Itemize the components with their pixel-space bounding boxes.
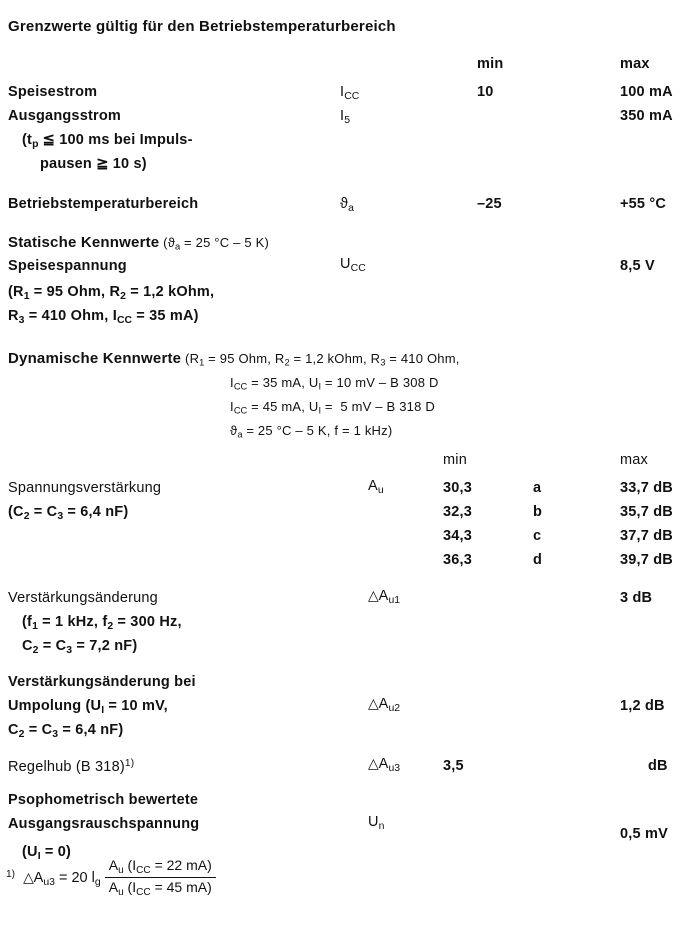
symbol-control-range: $\triangle A_{u3}$ [368,756,401,774]
value-min-operating-temperature: –25 [477,196,502,212]
symbol-operating-temperature: $ϑ_a$ [340,196,354,214]
note-dynamic-conditions-2: $I_{CC} = 35$ mA, $U_I = 10$ mV – B 308 D [230,375,439,392]
footnote-formula-lhs: $\triangle A_{u3} = 20$ $l_g$ [23,870,101,889]
symbol-noise-voltage: $U_n$ [368,814,385,832]
value-min-gain-c: 34,3 [443,528,473,544]
value-max-output-current: 350 mA [620,108,673,124]
footnote-numerator: $A_u$ ($I_{CC} = 22$ mA) [105,857,216,878]
value-max-gain-c: 37,7 dB [620,528,673,544]
grade-a: a [533,480,542,496]
footnote-mark: 1) [6,869,16,881]
value-max-noise-voltage: 0,5 mV [620,826,668,842]
symbol-gain-variation: $\triangle A_{u1}$ [368,588,401,606]
symbol-voltage-gain: $A_u$ [368,478,384,496]
value-max-control-range: dB [648,758,668,774]
row-label-supply-current: Speisestrom [8,84,98,100]
value-max-supply-voltage: 8,5 V [620,258,655,274]
note-dynamic-conditions-3: $I_{CC} = 45$ mA, $U_I = 5$ mV – B 318 D [230,399,435,416]
column-header-min-dynamic: min [443,452,467,468]
value-min-gain-d: 36,3 [443,552,473,568]
row-label-gain-variation-polarity-1: Verstärkungsänderung bei [8,674,196,690]
note-static-conditions-2: $R_3 = 410$ Ohm, $I_{CC} = 35$ mA) [8,308,199,326]
footnote-control-range [6,858,216,899]
column-header-max-dynamic: max [620,452,648,468]
footnote-fraction [105,857,216,898]
note-static-conditions-1: ($R_1 = 95$ Ohm, $R_2 = 1,2$ kOhm, [8,284,215,302]
row-label-operating-temperature: Betriebstemperaturbereich [8,196,199,212]
value-max-gain-a: 33,7 dB [620,480,673,496]
note-gain-capacitors: ($C_2 = C_3 = 6,4$ nF) [8,504,129,522]
symbol-gain-variation-polarity: $\triangle A_{u2}$ [368,696,401,714]
note-pulse-duration: ($t_p$ ≦ 100 ms bei Impuls- [22,132,193,150]
value-min-gain-b: 32,3 [443,504,473,520]
value-max-supply-current: 100 mA [620,84,673,100]
section-title-dynamic: Dynamische Kennwerte ($R_1 = 95$ Ohm, $R_2 = 1,2$ kOhm, $R_3 = 410$ Ohm, [8,350,460,368]
row-label-gain-variation-polarity-2: Umpolung ($U_I = 10$ mV, [8,698,168,716]
row-label-gain-variation: Verstärkungsänderung [8,590,158,606]
row-label-output-current: Ausgangsstrom [8,108,121,124]
note-noise-condition: $(U_I = 0)$ [22,844,72,862]
row-label-noise-2: Ausgangsrauschspannung [8,816,200,832]
value-max-gain-d: 39,7 dB [620,552,673,568]
row-label-supply-voltage: Speisespannung [8,258,127,274]
column-header-min: min [477,56,504,72]
note-gain-variation-freq: ($f_1 = 1$ kHz, $f_2 = 300$ Hz, [22,614,182,632]
section-title-limits: Grenzwerte gültig für den Betriebstemperaturbereich [8,18,396,35]
grade-b: b [533,504,543,520]
symbol-supply-voltage: $U_{CC}$ [340,256,366,274]
note-pulse-pause: pausen ≧ 10 s) [40,156,147,172]
symbol-output-current: $I_5$ [340,108,351,126]
footnote-denominator: $A_u$ ($I_{CC} = 45$ mA) [108,878,212,898]
note-dynamic-conditions-4: $ϑ_a = 25$ °C – 5 K, f = 1 kHz) [230,423,393,440]
value-min-control-range: 3,5 [443,758,464,774]
column-header-max: max [620,56,650,72]
note-polarity-caps: $C_2 = C_3 = 6,4$ nF) [8,722,124,740]
note-gain-variation-caps: $C_2 = C_3 = 7,2$ nF) [22,638,138,656]
symbol-supply-current: $I_{CC}$ [340,84,360,102]
value-min-gain-a: 30,3 [443,480,473,496]
grade-d: d [533,552,543,568]
grade-c: c [533,528,542,544]
row-label-voltage-gain: Spannungsverstärkung [8,480,162,496]
row-label-control-range: Regelhub (B 318)$^{1)}$ [8,758,135,776]
row-label-noise-1: Psophometrisch bewertete [8,792,199,808]
value-max-gain-b: 35,7 dB [620,504,673,520]
section-title-static: Statische Kennwerte ($ϑ_a = 25$ °C – 5 K) [8,234,269,252]
value-max-gain-variation: 3 dB [620,590,653,606]
value-max-operating-temperature: +55 °C [620,196,667,212]
value-min-supply-current: 10 [477,84,494,100]
value-max-gain-variation-polarity: 1,2 dB [620,698,665,714]
